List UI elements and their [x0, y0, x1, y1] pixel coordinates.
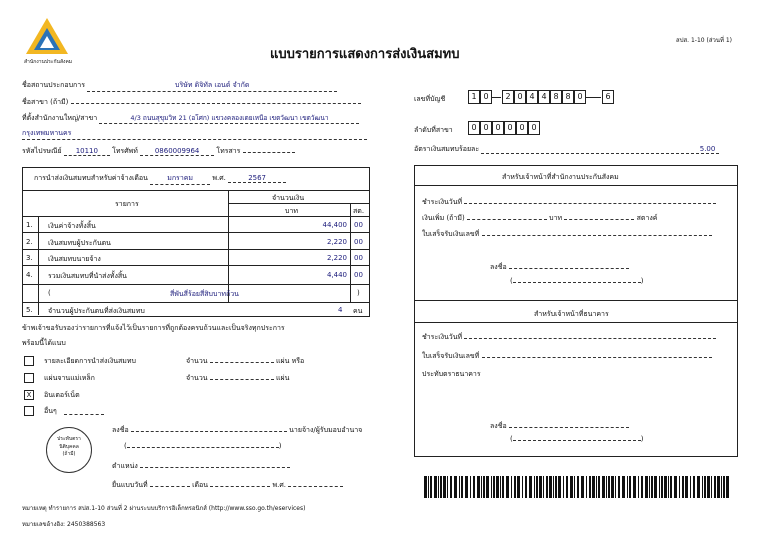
- reference-number: 2450388563: [67, 521, 106, 528]
- bank-signature-field[interactable]: [509, 427, 629, 428]
- row-no: 2.: [26, 238, 33, 246]
- sso-paid-date-line: [422, 197, 716, 208]
- bank-name-paren-line: ( ): [510, 435, 644, 443]
- account-digit[interactable]: 0: [514, 90, 526, 104]
- checkbox-details[interactable]: [24, 356, 34, 366]
- branch-digit[interactable]: 0: [492, 121, 504, 135]
- branch-digit[interactable]: 0: [504, 121, 516, 135]
- footer-note: หมายเหตุ ทำรายการ สปส.1-10 ส่วนที่ 2 ผ่านระบบบริการอิเล็กทรอนิกส์ (http://www.sso.go.th/eservices): [22, 505, 306, 512]
- branch-order-label: ลำดับที่สาขา: [414, 126, 453, 134]
- employer-sign-line: [112, 425, 362, 436]
- submit-month-label: เดือน: [192, 481, 209, 489]
- fax-label: โทรสาร: [216, 147, 241, 155]
- account-number-boxes[interactable]: [468, 90, 638, 104]
- phone-field[interactable]: 0860009964: [140, 147, 214, 156]
- sso-extra-line: [422, 213, 657, 224]
- row5-no: 5.: [26, 306, 33, 314]
- option-qty-line: [186, 373, 289, 384]
- sso-receipt-field[interactable]: [482, 235, 712, 236]
- employer-name-label: ชื่อสถานประกอบการ: [22, 81, 85, 89]
- branch-name-label: ชื่อสาขา (ถ้ามี): [22, 98, 69, 106]
- sso-extra-satang-field[interactable]: [564, 219, 634, 220]
- account-digit[interactable]: 2: [502, 90, 514, 104]
- col-satang-header: สต.: [353, 207, 365, 215]
- employer-signature-field[interactable]: [131, 431, 287, 432]
- bank-panel-title: สำหรับเจ้าหน้าที่ธนาคาร: [534, 310, 609, 318]
- address-field[interactable]: 4/3 ถนนสุขุมวิท 21 (อโศก) แขวงคลองเตยเหนือ เขตวัฒนา เขตวัฒนา: [99, 113, 359, 124]
- address-field-2[interactable]: กรุงเทพมหานคร: [22, 128, 367, 140]
- sso-paid-date-field[interactable]: [464, 203, 716, 204]
- insured-unit: คน: [353, 307, 363, 315]
- seal-text: นิติบุคคล: [59, 443, 79, 450]
- bank-receipt-field[interactable]: [482, 357, 712, 358]
- sso-extra-label: เงินเพิ่ม (ถ้ามี): [422, 214, 465, 222]
- address-line-2: [22, 128, 367, 140]
- submit-day-field[interactable]: [150, 486, 190, 487]
- col-items-header: รายการ: [115, 200, 139, 208]
- amount-in-words[interactable]: สี่พันสี่ร้อยสี่สิบบาทถ้วน: [170, 290, 239, 298]
- rate-field[interactable]: 5.00: [481, 145, 719, 154]
- qty-unit: แผ่น หรือ: [276, 357, 305, 365]
- sso-panel-title: สำหรับเจ้าหน้าที่สำนักงานประกันสังคม: [502, 173, 619, 181]
- branch-digit[interactable]: 0: [516, 121, 528, 135]
- col-amount-header: จำนวนเงิน: [272, 194, 305, 202]
- sso-sign-label: ลงชื่อ: [490, 263, 507, 271]
- option-label: อื่นๆ: [44, 407, 57, 415]
- bank-receipt-line: [422, 351, 712, 362]
- reference-label: หมายเลขอ้างอิง:: [22, 521, 66, 528]
- rate-label: อัตราเงินสมทบร้อยละ: [414, 145, 480, 153]
- sso-satang-label: สตางค์: [636, 214, 658, 222]
- account-digit[interactable]: 8: [562, 90, 574, 104]
- branch-order-boxes[interactable]: [468, 121, 548, 135]
- account-label: เลขที่บัญชี: [414, 95, 446, 103]
- sso-signature-field[interactable]: [509, 268, 629, 269]
- branch-digit[interactable]: 0: [468, 121, 480, 135]
- bank-sign-line: [490, 421, 629, 432]
- submit-date-label: ยื่นแบบวันที่: [112, 481, 148, 489]
- submit-month-field[interactable]: [210, 486, 270, 487]
- row-baht[interactable]: 2,220: [326, 238, 347, 246]
- branch-digit[interactable]: 0: [528, 121, 540, 135]
- bank-stamp-label: ประทับตราธนาคาร: [422, 370, 481, 378]
- account-digit[interactable]: 1: [468, 90, 480, 104]
- row-label: รวมเงินสมทบที่นำส่งทั้งสิ้น: [48, 272, 127, 280]
- qty-field[interactable]: [210, 362, 274, 363]
- fax-field[interactable]: [243, 152, 295, 153]
- submit-year-field[interactable]: [288, 486, 343, 487]
- address-label: ที่ตั้งสำนักงานใหญ่/สาขา: [22, 114, 98, 122]
- submit-date-line: [112, 480, 343, 491]
- qty-label: จำนวน: [186, 374, 208, 382]
- sso-extra-baht-field[interactable]: [467, 219, 547, 220]
- certify-line-1: ข้าพเจ้าขอรับรองว่ารายการที่แจ้งไว้เป็นรายการที่ถูกต้องครบถ้วนและเป็นจริงทุกประการ: [22, 324, 285, 332]
- address-line: [22, 113, 359, 124]
- employer-printed-name-field[interactable]: [127, 447, 279, 448]
- company-seal-circle: [46, 427, 92, 473]
- qty-label: จำนวน: [186, 357, 208, 365]
- row-baht[interactable]: 4,440: [326, 271, 347, 279]
- phone-label: โทรศัพท์: [112, 147, 138, 155]
- option-label: รายละเอียดการนำส่งเงินสมทบ: [44, 357, 136, 365]
- qty-unit: แผ่น: [276, 374, 290, 382]
- account-digit[interactable]: 0: [480, 90, 492, 104]
- branch-digit[interactable]: 0: [480, 121, 492, 135]
- branch-name-field[interactable]: [71, 103, 361, 104]
- row-baht[interactable]: 2,220: [326, 254, 347, 262]
- employer-name-field[interactable]: บริษัท ดิจิทัล เอนด์ จำกัด: [87, 80, 337, 92]
- amount-text-close: ): [357, 289, 360, 297]
- barcode: [424, 476, 732, 498]
- row-satang[interactable]: 00: [354, 271, 363, 279]
- sso-name-paren-line: ( ): [510, 277, 644, 285]
- branch-name-line: [22, 97, 361, 108]
- position-label: ตำแหน่ง: [112, 462, 138, 470]
- row-satang[interactable]: 00: [354, 221, 363, 229]
- account-digit[interactable]: 8: [550, 90, 562, 104]
- year-label: พ.ศ.: [212, 174, 226, 182]
- bank-printed-name-field[interactable]: [513, 440, 641, 441]
- account-digit[interactable]: 0: [574, 90, 586, 104]
- row-label: เงินค่าจ้างทั้งสิ้น: [48, 222, 96, 230]
- sso-baht-label: บาท: [549, 214, 563, 222]
- employer-name-paren-line: ( ): [124, 442, 282, 450]
- seal-text: (ถ้ามี): [62, 451, 76, 457]
- rate-line: [414, 144, 719, 155]
- account-digit[interactable]: 6: [602, 90, 614, 104]
- sso-receipt-line: [422, 229, 712, 240]
- year-field[interactable]: 2567: [228, 174, 286, 183]
- checkbox-internet[interactable]: X: [24, 390, 34, 400]
- row-no: 4.: [26, 271, 33, 279]
- month-field[interactable]: มกราคม: [150, 173, 210, 185]
- sso-printed-name-field[interactable]: [513, 282, 641, 283]
- reference-line: [22, 519, 105, 529]
- row-no: 1.: [26, 221, 33, 229]
- row-label: เงินสมทบผู้ประกันตน: [48, 239, 111, 247]
- row-label: เงินสมทบนายจ้าง: [48, 255, 101, 263]
- sso-logo: [24, 16, 73, 65]
- sso-sign-line: [490, 262, 629, 273]
- sso-paid-label: ชำระเงินวันที่: [422, 198, 463, 206]
- amount-text-open: (: [48, 289, 51, 297]
- checkbox-magnetic-disk[interactable]: [24, 373, 34, 383]
- sso-receipt-label: ใบเสร็จรับเงินเลขที่: [422, 230, 480, 238]
- row-satang[interactable]: 00: [354, 254, 363, 262]
- form-code: สปส. 1-10 (ส่วนที่ 1): [676, 37, 732, 44]
- sign-role: นายจ้าง/ผู้รับมอบอำนาจ: [289, 426, 363, 434]
- position-field[interactable]: [140, 467, 290, 468]
- logo-caption: สำนักงานประกันสังคม: [24, 59, 73, 65]
- position-line: [112, 461, 290, 472]
- seal-text: ประทับตรา: [57, 436, 81, 442]
- bank-receipt-label: ใบเสร็จรับเงินเลขที่: [422, 352, 480, 360]
- bank-paid-date-field[interactable]: [464, 338, 716, 339]
- option-label: อินเตอร์เน็ต: [44, 391, 80, 399]
- insured-count[interactable]: 4: [338, 306, 343, 314]
- option-label: แผ่นจานแม่เหล็ก: [44, 374, 95, 382]
- employer-name-line: [22, 80, 337, 92]
- postcode-label: รหัสไปรษณีย์: [22, 147, 62, 155]
- option-qty-line: [186, 356, 304, 367]
- row-satang[interactable]: 00: [354, 238, 363, 246]
- bank-paid-label: ชำระเงินวันที่: [422, 333, 463, 341]
- period-line: [34, 173, 286, 185]
- bank-sign-label: ลงชื่อ: [490, 422, 507, 430]
- submit-year-label: พ.ศ.: [272, 481, 287, 489]
- certify-line-2: พร้อมนี้ได้แนบ: [22, 339, 66, 347]
- postcode-phone-line: [22, 146, 295, 157]
- row-baht[interactable]: 44,400: [322, 221, 347, 229]
- row-no: 3.: [26, 254, 33, 262]
- sign-label: ลงชื่อ: [112, 426, 129, 434]
- qty-field[interactable]: [210, 379, 274, 380]
- period-label: การนำส่งเงินสมทบสำหรับค่าจ้างเดือน: [34, 174, 148, 182]
- page-title: แบบรายการแสดงการส่งเงินสมทบ: [270, 47, 460, 62]
- account-digit[interactable]: 4: [526, 90, 538, 104]
- bank-paid-date-line: [422, 332, 716, 343]
- checkbox-other[interactable]: [24, 406, 34, 416]
- account-digit[interactable]: 4: [538, 90, 550, 104]
- postcode-field[interactable]: 10110: [64, 147, 110, 156]
- row5-label: จำนวนผู้ประกันตนที่ส่งเงินสมทบ: [48, 307, 145, 315]
- col-baht-header: บาท: [285, 207, 298, 215]
